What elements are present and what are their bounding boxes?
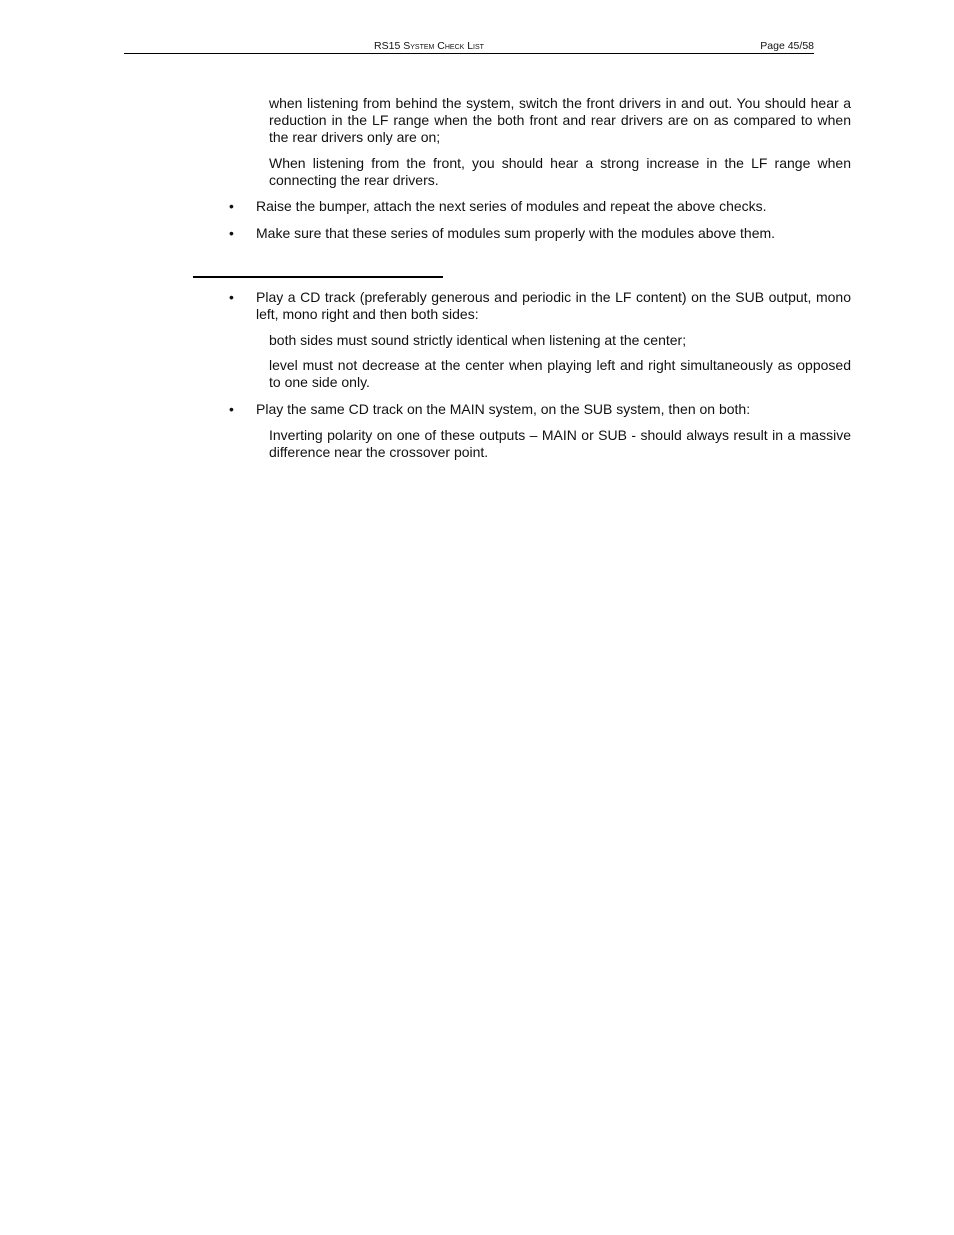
paragraph-sides-identical: both sides must sound strictly identical when listening at the center; [269, 332, 687, 348]
bullet-play-cd-main-sub: Play the same CD track on the MAIN system, on the SUB system, then on both: [256, 401, 751, 417]
page-header [124, 40, 814, 54]
bullet-sum-properly: Make sure that these series of modules sum properly with the modules above them. [256, 225, 776, 241]
paragraph-level-center: level must not decrease at the center when playing left and right simultaneously as opposed to one side only. [269, 357, 851, 390]
paragraph-behind-system: when listening from behind the system, switch the front drivers in and out. You should hear a reduction in the LF range when the both front and rear drivers are on as compared to when the rear drivers only are on; [269, 95, 851, 145]
document-title: RS15 System Check List [374, 40, 484, 52]
paragraph-from-front: When listening from the front, you should hear a strong increase in the LF range when connecting the rear drivers. [269, 155, 851, 188]
page-number: Page 45/58 [760, 40, 814, 52]
bullet-marker: • [229, 289, 234, 305]
bullet-marker: • [229, 401, 234, 417]
bullet-marker: • [229, 198, 234, 214]
paragraph-inverting-polarity: Inverting polarity on one of these outputs – MAIN or SUB - should always result in a massive difference near the crossover point. [269, 427, 851, 460]
section-heading-rule [193, 276, 443, 278]
bullet-play-cd-sub: Play a CD track (preferably generous and periodic in the LF content) on the SUB output, mono left, mono right and then both sides: [256, 289, 851, 322]
bullet-raise-bumper: Raise the bumper, attach the next series of modules and repeat the above checks. [256, 198, 767, 214]
bullet-marker: • [229, 225, 234, 241]
